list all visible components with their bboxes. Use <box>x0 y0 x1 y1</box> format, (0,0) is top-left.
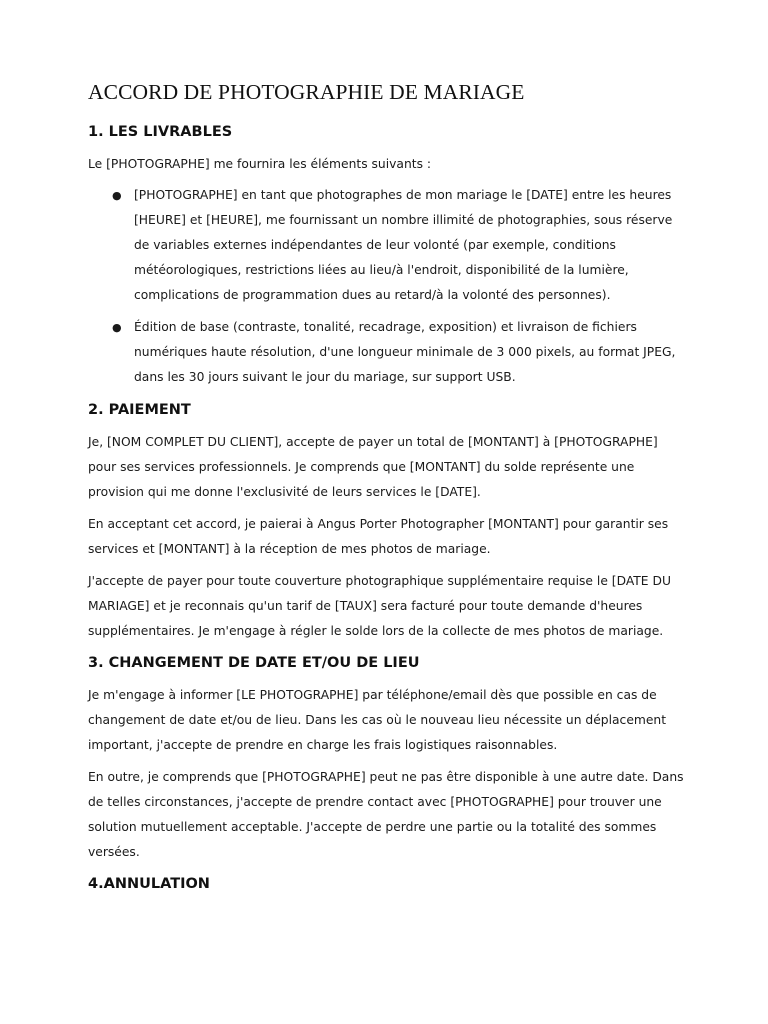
paragraph: Je, [NOM COMPLET DU CLIENT], accepte de payer un total de [MONTANT] à [PHOTOGRAPHE] pour ses services professionnels. Je comprends que [MONTANT] du solde représente une provision qui me donne l'exclusivité de leurs services le [DATE]. <box>88 435 658 499</box>
paragraph: J'accepte de payer pour toute couverture photographique supplémentaire requise le [DATE DU MARIAGE] et je reconnais qu'un tarif de [TAUX] sera facturé pour toute demande d'heures supplémentaires. Je m'engage à régler le solde lors de la collecte de mes photos de mariage. <box>88 574 671 638</box>
list-item-text: Édition de base (contraste, tonalité, recadrage, exposition) et livraison de fichiers numériques haute résolution, d'une longueur minimale de 3 000 pixels, au format JPEG, dans les 30 jours suivant le jour du mariage, sur support USB. <box>134 320 676 384</box>
list-item <box>88 315 688 390</box>
paragraph: Je m'engage à informer [LE PHOTOGRAPHE] par téléphone/email dès que possible en cas de changement de date et/ou de lieu. Dans les cas où le nouveau lieu nécessite un déplacement important, j'accepte de prendre en charge les frais logistiques raisonnables. <box>88 688 667 752</box>
section-intro: Le [PHOTOGRAPHE] me fournira les éléments suivants : <box>88 157 432 171</box>
section-heading-paiement: 2. PAIEMENT <box>88 402 191 418</box>
paragraph: En acceptant cet accord, je paierai à Angus Porter Photographer [MONTANT] pour garantir ses services et [MONTANT] à la réception de mes photos de mariage. <box>88 517 669 556</box>
bullet-icon: ● <box>112 189 122 202</box>
bullet-icon: ● <box>112 321 122 334</box>
deliverables-list <box>88 183 688 390</box>
list-item <box>88 183 688 308</box>
section-heading-annulation: 4.ANNULATION <box>88 876 210 892</box>
paragraph: En outre, je comprends que [PHOTOGRAPHE] peut ne pas être disponible à une autre date. Dans de telles circonstances, j'accepte de prendre contact avec [PHOTOGRAPHE] pour trouver une solution mutuellement acceptable. J'accepte de perdre une partie ou la totalité des sommes versées. <box>88 770 684 859</box>
list-item-text: [PHOTOGRAPHE] en tant que photographes de mon mariage le [DATE] entre les heures [HEURE] et [HEURE], me fournissant un nombre illimité de photographies, sous réserve de variables externes indépendantes de leur volonté (par exemple, conditions météorologiques, restrictions liées au lieu/à l'endroit, disponibilité de la lumière, complications de programmation dues au retard/à la volonté des personnes). <box>134 188 673 302</box>
section-heading-livrables: 1. LES LIVRABLES <box>88 124 233 140</box>
document-title: ACCORD DE PHOTOGRAPHIE DE MARIAGE <box>88 80 525 104</box>
section-heading-changement: 3. CHANGEMENT DE DATE ET/OU DE LIEU <box>88 655 420 671</box>
document-body <box>88 78 688 894</box>
